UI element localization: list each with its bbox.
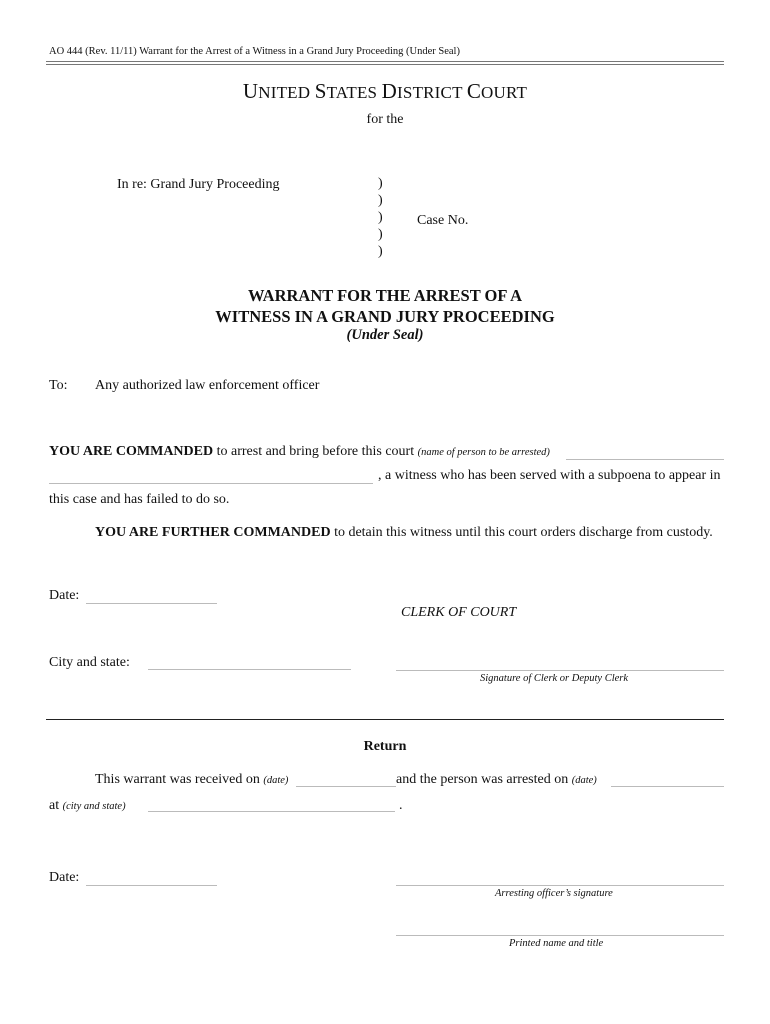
at-text: at (city and state) <box>49 798 126 813</box>
form-header: AO 444 (Rev. 11/11) Warrant for the Arrest of a Witness in a Grand Jury Proceeding (Under Seal) <box>49 46 460 57</box>
header-rule-bottom <box>46 64 724 65</box>
return-heading: Return <box>363 739 407 754</box>
caption-paren: ) <box>378 244 383 259</box>
person-name-field[interactable] <box>566 459 724 460</box>
caption-paren: ) <box>378 193 383 208</box>
under-seal-label: (Under Seal) <box>346 327 424 343</box>
command-line1: YOU ARE COMMANDED to arrest and bring before this court (name of person to be arrested) <box>49 444 550 459</box>
command-line3: this case and has failed to do so. <box>49 492 230 507</box>
return-date-field[interactable] <box>86 885 217 886</box>
to-value: Any authorized law enforcement officer <box>95 378 320 393</box>
clerk-signature-field[interactable] <box>396 670 724 671</box>
in-re-label: In re: Grand Jury Proceeding <box>117 177 280 192</box>
officer-signature-caption: Arresting officer’s signature <box>495 888 613 899</box>
officer-signature-field[interactable] <box>396 885 724 886</box>
case-no-label: Case No. <box>417 213 469 228</box>
person-name-field-cont[interactable] <box>49 483 373 484</box>
to-label: To: <box>49 378 68 393</box>
arrested-date-field[interactable] <box>611 786 724 787</box>
warrant-title-line2: WITNESS IN A GRAND JURY PROCEEDING <box>215 307 555 326</box>
printed-name-field[interactable] <box>396 935 724 936</box>
received-text: This warrant was received on (date) <box>95 772 289 787</box>
court-title: UNITED STATES DISTRICT COURT <box>242 79 528 103</box>
arrest-city-field[interactable] <box>148 811 395 812</box>
further-command-line: YOU ARE FURTHER COMMANDED to detain this witness until this court orders discharge from custody. <box>95 525 713 540</box>
date-field[interactable] <box>86 603 217 604</box>
date-label: Date: <box>49 588 80 603</box>
city-state-label: City and state: <box>49 655 130 670</box>
clerk-signature-caption: Signature of Clerk or Deputy Clerk <box>480 673 629 684</box>
city-state-field[interactable] <box>148 669 351 670</box>
return-date-label: Date: <box>49 870 80 885</box>
command-line2: , a witness who has been served with a subpoena to appear in <box>378 468 721 483</box>
warrant-title-line1: WARRANT FOR THE ARREST OF A <box>248 286 522 305</box>
received-date-field[interactable] <box>296 786 396 787</box>
at-period: . <box>399 798 403 813</box>
printed-name-caption: Printed name and title <box>509 938 604 949</box>
for-the-label: for the <box>366 112 404 127</box>
header-rule-top <box>46 61 724 62</box>
caption-paren: ) <box>378 210 383 225</box>
caption-paren: ) <box>378 176 383 191</box>
section-divider <box>46 719 724 720</box>
arrested-text: and the person was arrested on (date) <box>396 772 597 787</box>
caption-paren: ) <box>378 227 383 242</box>
clerk-of-court-label: CLERK OF COURT <box>401 605 517 620</box>
